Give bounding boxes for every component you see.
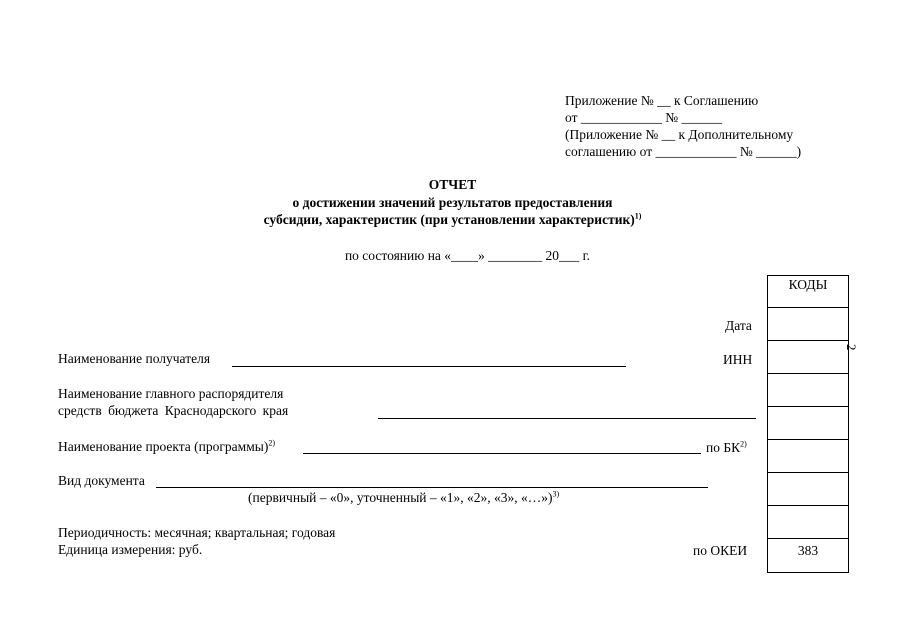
doc-type-field-line — [156, 487, 708, 488]
appendix-line-4: соглашению от ____________ № ______) — [565, 144, 802, 159]
codes-inn-cell — [768, 341, 848, 374]
manager-field-line — [378, 418, 756, 419]
periodicity-text: Периодичность: месячная; квартальная; годовая — [58, 525, 336, 540]
inn-label: ИНН — [723, 352, 753, 367]
manager-label-1: Наименование главного распорядителя — [58, 386, 284, 401]
date-label: Дата — [725, 318, 752, 333]
bk-label: по БК$^{2)}$ — [706, 439, 747, 455]
project-label: Наименование проекта (программы)$^{2)}$ — [58, 438, 275, 454]
page-number: 2 — [844, 344, 859, 351]
appendix-line-1: Приложение № __ к Соглашению — [565, 93, 759, 108]
codes-periodicity-cell — [768, 506, 848, 539]
manager-label-2: средств бюджета Краснодарского края — [58, 403, 289, 418]
codes-header-cell — [768, 276, 848, 308]
codes-empty-cell-1 — [768, 374, 848, 407]
doc-type-hint: (первичный – «0», уточненный – «1», «2», «3», «…»)$^{3)}$ — [248, 489, 560, 505]
report-subtitle-1: о достижении значений результатов предоставления — [292, 195, 613, 210]
project-field-line — [303, 453, 701, 454]
unit-text: Единица измерения: руб. — [58, 542, 203, 557]
footnote-1-marker: 1) — [634, 211, 642, 221]
doc-type-label: Вид документа — [58, 473, 145, 488]
report-title: ОТЧЕТ — [428, 177, 477, 192]
codes-bk-cell — [768, 440, 848, 473]
codes-header: КОДЫ — [788, 277, 828, 292]
appendix-line-2: от ____________ № ______ — [565, 110, 722, 125]
codes-table — [767, 275, 849, 573]
recipient-field-line — [232, 366, 626, 367]
codes-manager-cell — [768, 407, 848, 440]
codes-date-cell — [768, 308, 848, 341]
footnote-3-marker: 3) — [552, 489, 560, 499]
appendix-line-3: (Приложение № __ к Дополнительному — [565, 127, 794, 142]
recipient-label: Наименование получателя — [58, 351, 211, 366]
okei-label: по ОКЕИ — [693, 543, 748, 558]
as-of-date: по состоянию на «____» ________ 20___ г. — [344, 248, 591, 263]
footnote-2-marker-bk: 2) — [740, 439, 747, 449]
codes-okei-value: 383 — [797, 543, 819, 558]
codes-doc-type-cell — [768, 473, 848, 506]
footnote-2-marker: 2) — [268, 438, 275, 448]
report-subtitle-2: субсидии, характеристик (при установлении характеристик)$^{1)}$ — [263, 211, 642, 227]
